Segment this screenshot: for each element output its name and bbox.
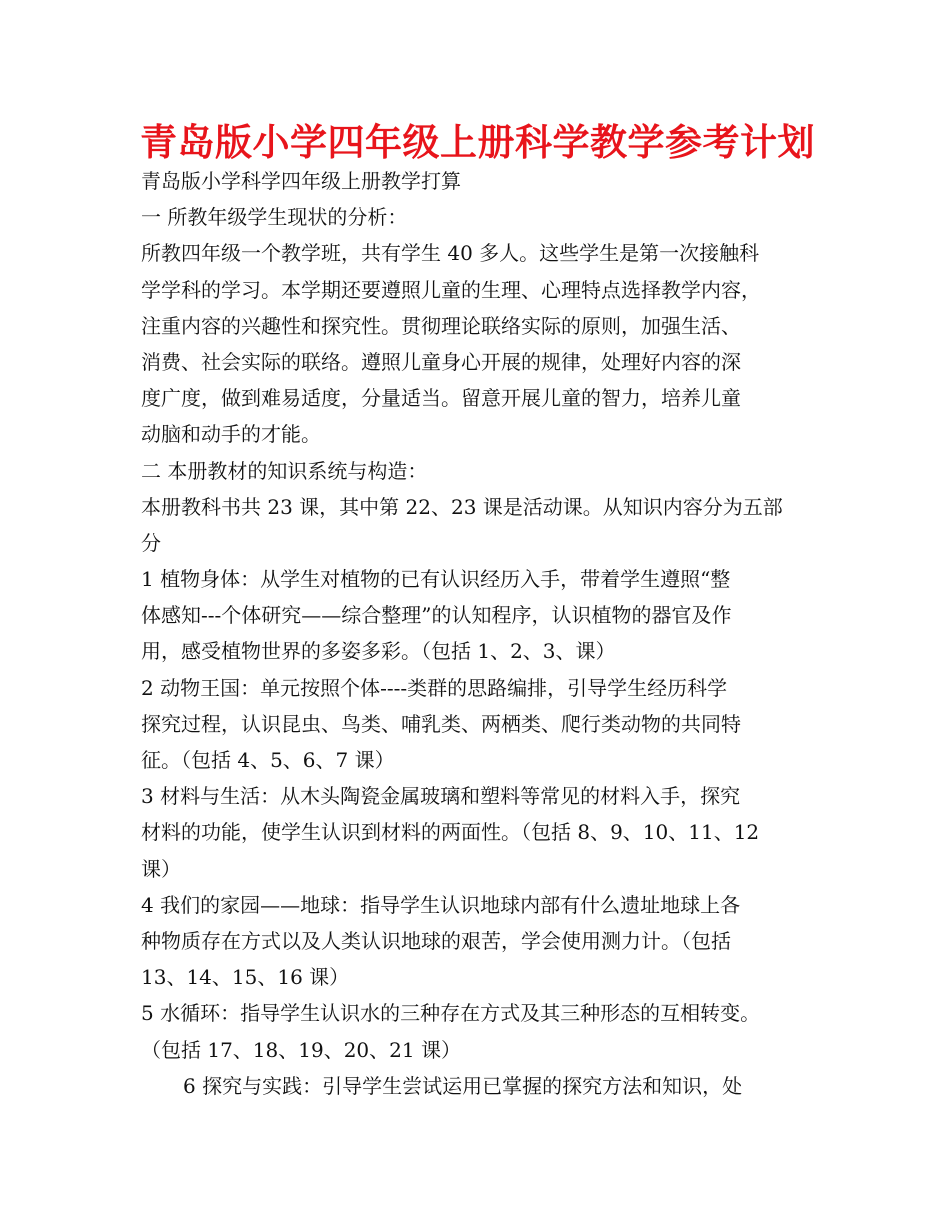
list-item-line: 种物质存在方式以及人类认识地球的艰苦，学会使用测力计。（包括 [141, 928, 731, 953]
list-item-line: 征。（包括 4、5、6、7 课） [141, 748, 395, 772]
list-item-line: 5 水循环：指导学生认识水的三种存在方式及其三种形态的互相转变。 [141, 1001, 761, 1026]
list-item-line: 13、14、15、16 课） [141, 965, 350, 990]
list-item-line: 体感知---个体研究——综合整理”的认知程序，认识植物的器官及作 [141, 603, 732, 628]
list-item-line: 3 材料与生活：从木头陶瓷金属玻璃和塑料等常见的材料入手，探究 [141, 784, 741, 809]
list-item-line: 4 我们的家园——地球：指导学生认识地球内部有什么遗址地球上各 [141, 892, 741, 917]
list-item-line: 6 探究与实践：引导学生尝试运用已掌握的探究方法和知识，处 [183, 1073, 743, 1098]
section-heading: 二 本册教材的知识系统与构造： [141, 458, 428, 483]
list-item-line: 探究过程，认识昆虫、鸟类、哺乳类、两栖类、爬行类动物的共同特 [141, 711, 741, 736]
document-body [141, 163, 821, 1104]
list-item-line: 用，感受植物世界的多姿多彩。（包括 1、2、3、课） [141, 639, 616, 664]
section-heading: 一 所教年级学生现状的分析： [141, 205, 408, 230]
paragraph-line: 所教四年级一个教学班，共有学生 40 多人。这些学生是第一次接触科 [141, 241, 760, 266]
paragraph-line: 本册教科书共 23 课，其中第 22、23 课是活动课。从知识内容分为五部 [141, 494, 783, 519]
list-item-line: （包括 17、18、19、20、21 课） [141, 1037, 461, 1062]
paragraph-line: 动脑和动手的才能。 [141, 422, 321, 447]
paragraph-line: 消费、社会实际的联络。遵照儿童身心开展的规律，处理好内容的深 [141, 349, 741, 374]
paragraph-line: 分 [141, 530, 161, 555]
list-item-line: 1 植物身体：从学生对植物的已有认识经历入手，带着学生遵照“整 [141, 567, 731, 592]
list-item-line: 2 动物王国：单元按照个体----类群的思路编排，引导学生经历科学 [141, 675, 728, 700]
paragraph-line: 学学科的学习。本学期还要遵照儿童的生理、心理特点选择教学内容， [141, 277, 761, 302]
list-item-line: 材料的功能，使学生认识到材料的两面性。（包括 8、9、10、11、12 [141, 820, 760, 845]
paragraph-line: 注重内容的兴趣性和探究性。贯彻理论联络实际的原则，加强生活、 [141, 313, 741, 338]
subtitle-line: 青岛版小学科学四年级上册教学打算 [141, 169, 461, 193]
paragraph-line: 度广度，做到难易适度，分量适当。留意开展儿童的智力，培养儿童 [141, 386, 741, 411]
list-item-line: 课） [141, 856, 181, 881]
document-title: 青岛版小学四年级上册科学教学参考计划 [140, 121, 815, 164]
